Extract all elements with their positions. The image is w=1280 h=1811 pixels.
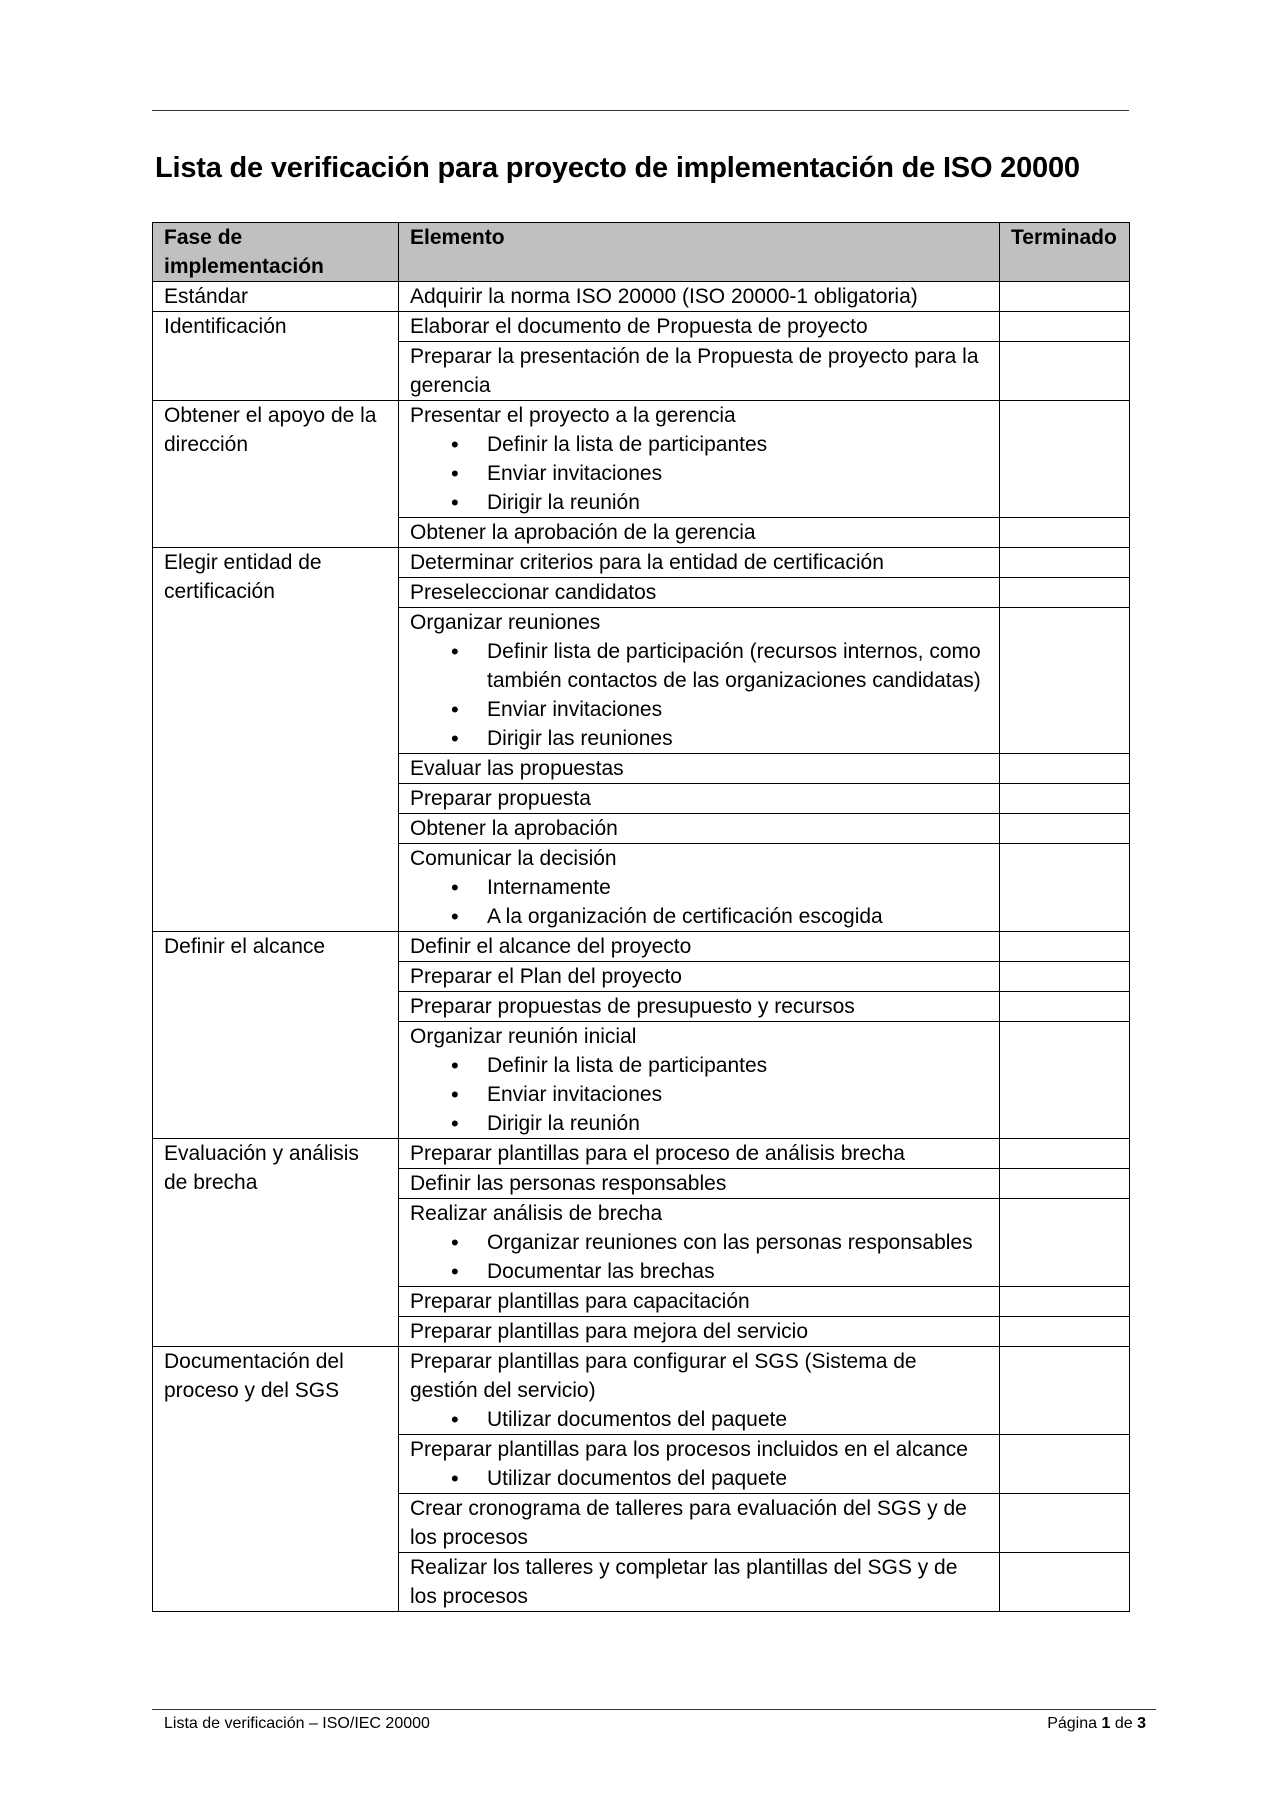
element-cell: [399, 962, 1000, 992]
done-checkbox-cell[interactable]: [1000, 401, 1130, 518]
header-rule: [152, 110, 1129, 111]
element-bullet-item: • Dirigir la reunión: [410, 1109, 989, 1138]
done-checkbox-cell[interactable]: [1000, 1199, 1130, 1287]
element-text: Preparar plantillas para capacitación: [410, 1290, 750, 1313]
element-bullet-list: [410, 873, 989, 931]
element-cell: [399, 992, 1000, 1022]
footer-page-total: 3: [1137, 1715, 1146, 1732]
element-text: Evaluar las propuestas: [410, 757, 624, 780]
element-cell: [399, 342, 1000, 401]
table-row: [153, 401, 1130, 518]
element-cell: [399, 1435, 1000, 1494]
done-checkbox-cell[interactable]: [1000, 784, 1130, 814]
element-text: Preparar plantillas para mejora del servicio: [410, 1320, 809, 1343]
element-text: Organizar reunión inicial: [410, 1025, 637, 1048]
done-checkbox-cell[interactable]: [1000, 1317, 1130, 1347]
element-bullet-item: • Documentar las brechas: [410, 1257, 989, 1286]
element-text: Organizar reuniones: [410, 611, 601, 634]
element-text: Preparar plantillas para los procesos incluidos en el alcance: [410, 1438, 968, 1461]
element-cell: [399, 282, 1000, 312]
done-checkbox-cell[interactable]: [1000, 1347, 1130, 1435]
footer-rule: [152, 1709, 1156, 1710]
element-text: Preparar el Plan del proyecto: [410, 965, 682, 988]
phase-cell: Evaluación y análisis de brecha: [153, 1139, 399, 1347]
done-checkbox-cell[interactable]: [1000, 1139, 1130, 1169]
element-bullet-item: • Dirigir las reuniones: [410, 724, 989, 753]
element-text: Presentar el proyecto a la gerencia: [410, 404, 736, 427]
element-text: Determinar criterios para la entidad de certificación: [410, 551, 884, 574]
done-checkbox-cell[interactable]: [1000, 1169, 1130, 1199]
element-bullet-item: • Utilizar documentos del paquete: [410, 1405, 989, 1434]
phase-cell: Elegir entidad de certificación: [153, 548, 399, 932]
footer-page-number: [1047, 1715, 1146, 1733]
element-text: Realizar los talleres y completar las plantillas del SGS y de los procesos: [410, 1556, 958, 1608]
table-header-row: [153, 223, 1130, 282]
element-text: Preparar propuestas de presupuesto y recursos: [410, 995, 855, 1018]
done-checkbox-cell[interactable]: [1000, 992, 1130, 1022]
element-text: Comunicar la decisión: [410, 847, 617, 870]
element-bullet-item: • Internamente: [410, 873, 989, 902]
element-bullet-item: • Enviar invitaciones: [410, 459, 989, 488]
element-bullet-item: • A la organización de certificación escogida: [410, 902, 989, 931]
element-text: Realizar análisis de brecha: [410, 1202, 663, 1225]
header-phase: Fase de implementación: [153, 223, 399, 282]
element-cell: [399, 1139, 1000, 1169]
element-cell: [399, 1553, 1000, 1612]
element-cell: [399, 1169, 1000, 1199]
footer-document-name: Lista de verificación – ISO/IEC 20000: [164, 1715, 430, 1732]
done-checkbox-cell[interactable]: [1000, 754, 1130, 784]
done-checkbox-cell[interactable]: [1000, 548, 1130, 578]
done-checkbox-cell[interactable]: [1000, 1022, 1130, 1139]
done-checkbox-cell[interactable]: [1000, 578, 1130, 608]
element-bullet-list: [410, 1405, 989, 1434]
element-cell: [399, 1287, 1000, 1317]
element-bullet-item: • Enviar invitaciones: [410, 695, 989, 724]
done-checkbox-cell[interactable]: [1000, 1494, 1130, 1553]
element-bullet-item: • Definir la lista de participantes: [410, 430, 989, 459]
element-text: Adquirir la norma ISO 20000 (ISO 20000-1 obligatoria): [410, 285, 918, 308]
element-cell: [399, 1199, 1000, 1287]
element-bullet-item: • Enviar invitaciones: [410, 1080, 989, 1109]
element-cell: [399, 518, 1000, 548]
document-title: Lista de verificación para proyecto de implementación de ISO 20000: [155, 152, 1080, 184]
table-row: [153, 312, 1130, 342]
element-text: Obtener la aprobación de la gerencia: [410, 521, 756, 544]
element-cell: [399, 844, 1000, 932]
done-checkbox-cell[interactable]: [1000, 1287, 1130, 1317]
done-checkbox-cell[interactable]: [1000, 518, 1130, 548]
element-cell: [399, 1347, 1000, 1435]
element-cell: [399, 1022, 1000, 1139]
element-text: Crear cronograma de talleres para evaluación del SGS y de los procesos: [410, 1497, 967, 1549]
table-row: [153, 282, 1130, 312]
element-cell: [399, 578, 1000, 608]
element-cell: [399, 608, 1000, 754]
checklist-body: [153, 282, 1130, 1612]
table-row: [153, 1139, 1130, 1169]
done-checkbox-cell[interactable]: [1000, 844, 1130, 932]
element-text: Elaborar el documento de Propuesta de proyecto: [410, 315, 868, 338]
element-text: Definir las personas responsables: [410, 1172, 727, 1195]
element-bullet-item: • Dirigir la reunión: [410, 488, 989, 517]
done-checkbox-cell[interactable]: [1000, 932, 1130, 962]
element-text: Preparar plantillas para configurar el SGS (Sistema de gestión del servicio): [410, 1350, 917, 1402]
element-cell: [399, 784, 1000, 814]
element-bullet-list: [410, 1228, 989, 1286]
element-bullet-item: • Definir la lista de participantes: [410, 1051, 989, 1080]
done-checkbox-cell[interactable]: [1000, 342, 1130, 401]
element-text: Preparar propuesta: [410, 787, 591, 810]
phase-cell: Documentación del proceso y del SGS: [153, 1347, 399, 1612]
table-row: [153, 1347, 1130, 1435]
element-text: Preseleccionar candidatos: [410, 581, 657, 604]
element-text: Preparar la presentación de la Propuesta de proyecto para la gerencia: [410, 345, 979, 397]
done-checkbox-cell[interactable]: [1000, 814, 1130, 844]
element-cell: [399, 312, 1000, 342]
element-cell: [399, 932, 1000, 962]
done-checkbox-cell[interactable]: [1000, 608, 1130, 754]
done-checkbox-cell[interactable]: [1000, 1435, 1130, 1494]
footer-page-current: 1: [1101, 1715, 1111, 1732]
footer-page-label: Página: [1047, 1715, 1098, 1732]
done-checkbox-cell[interactable]: [1000, 1553, 1130, 1612]
done-checkbox-cell[interactable]: [1000, 962, 1130, 992]
element-bullet-list: [410, 1464, 989, 1493]
table-row: [153, 932, 1130, 962]
element-cell: [399, 401, 1000, 518]
element-cell: [399, 548, 1000, 578]
phase-cell: Definir el alcance: [153, 932, 399, 1139]
element-bullet-list: [410, 1051, 989, 1138]
table-row: [153, 548, 1130, 578]
element-text: Preparar plantillas para el proceso de análisis brecha: [410, 1142, 905, 1165]
element-bullet-list: [410, 430, 989, 517]
element-cell: [399, 814, 1000, 844]
element-bullet-item: • Organizar reuniones con las personas responsables: [410, 1228, 989, 1257]
done-checkbox-cell[interactable]: [1000, 312, 1130, 342]
element-bullet-list: [410, 637, 989, 753]
phase-cell: Estándar: [153, 282, 399, 312]
done-checkbox-cell[interactable]: [1000, 282, 1130, 312]
element-bullet-item: • Utilizar documentos del paquete: [410, 1464, 989, 1493]
element-bullet-item: • Definir lista de participación (recursos internos, como también contactos de las organizaciones candidatas): [410, 637, 989, 695]
header-element: Elemento: [399, 223, 1000, 282]
phase-cell: Obtener el apoyo de la dirección: [153, 401, 399, 548]
element-cell: [399, 754, 1000, 784]
element-cell: [399, 1317, 1000, 1347]
phase-cell: Identificación: [153, 312, 399, 401]
checklist-table: [152, 222, 1130, 1612]
element-text: Definir el alcance del proyecto: [410, 935, 692, 958]
element-text: Obtener la aprobación: [410, 817, 618, 840]
element-cell: [399, 1494, 1000, 1553]
header-done: Terminado: [1000, 223, 1130, 282]
footer-page-of: de: [1114, 1715, 1133, 1732]
